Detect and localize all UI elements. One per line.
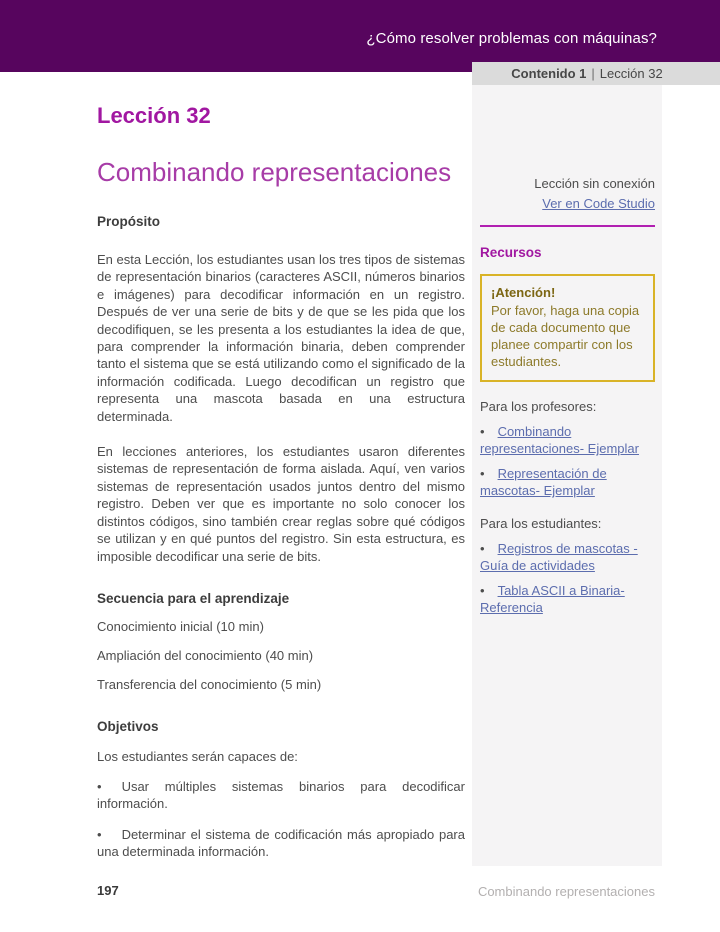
teacher-resource-link[interactable]: Combinando representaciones- Ejemplar bbox=[480, 424, 639, 456]
objectives-intro: Los estudiantes serán capaces de: bbox=[97, 748, 298, 764]
resource-list-item bbox=[480, 582, 655, 616]
teacher-resource-link[interactable]: Representación de mascotas- Ejemplar bbox=[480, 466, 607, 498]
offline-lesson-label: Lección sin conexión bbox=[534, 176, 655, 191]
bullet-dot: • bbox=[480, 424, 485, 439]
objective-text: Determinar el sistema de codificación más apropiado para una determinada información. bbox=[97, 826, 465, 860]
objectives-heading: Objetivos bbox=[97, 718, 159, 734]
lesson-title: Combinando representaciones bbox=[97, 157, 452, 187]
teachers-heading: Para los profesores: bbox=[480, 399, 597, 414]
page-number: 197 bbox=[97, 883, 119, 898]
bullet-dot: • bbox=[97, 778, 102, 794]
purpose-paragraph-1: En esta Lección, los estudiantes usan los tres tipos de sistemas de representación binarios (caracteres ASCII, números binarios e imágenes) para decodificar información en un registro. Después de ver una serie de bits y de que se les pida que los decodifiquen, se les presenta a los estudiantes la idea de que, para comprender la información binaria, deben comprender tanto el sistema que se está utilizando como el significado de la información codificada. Luego decodifican un registro que representa una mascota basada en una estructura determinada. bbox=[97, 252, 465, 424]
resource-list-item bbox=[480, 423, 655, 457]
objective-item bbox=[97, 826, 465, 861]
unit-title: ¿Cómo resolver problemas con máquinas? bbox=[366, 30, 657, 47]
magenta-divider bbox=[480, 225, 655, 227]
main-content bbox=[97, 0, 465, 861]
resource-list-item bbox=[480, 540, 655, 574]
code-studio-link[interactable]: Ver en Code Studio bbox=[542, 196, 655, 211]
purpose-heading: Propósito bbox=[97, 214, 160, 229]
resources-heading: Recursos bbox=[480, 245, 542, 260]
students-heading: Para los estudiantes: bbox=[480, 516, 602, 531]
attention-callout bbox=[480, 274, 655, 382]
student-resource-link[interactable]: Registros de mascotas - Guía de actividades bbox=[480, 541, 638, 573]
sequence-heading: Secuencia para el aprendizaje bbox=[97, 590, 290, 606]
sequence-item: Transferencia del conocimiento (5 min) bbox=[97, 676, 322, 692]
attention-body: Por favor, haga una copia de cada documento que planee compartir con los estudiantes. bbox=[491, 303, 640, 369]
breadcrumb-section: Contenido 1 bbox=[511, 66, 587, 81]
resources-sidebar bbox=[472, 85, 662, 866]
sequence-item: Conocimiento inicial (10 min) bbox=[97, 618, 264, 634]
breadcrumb bbox=[472, 62, 720, 85]
resource-list-item bbox=[480, 465, 655, 499]
purpose-paragraph-2: En lecciones anteriores, los estudiantes usaron diferentes sistemas de representación de forma aislada. Aquí, ven varios sistemas de representación usados juntos dentro del mismo registro. Deben ver que es importante no solo conocer los distintos códigos, sino también crear reglas sobre qué códigos se utilizan y en qué puntos del registro. Sin esta estructura, es imposible decodificar una serie de bits. bbox=[97, 444, 465, 564]
bullet-dot: • bbox=[480, 466, 485, 481]
bullet-dot: • bbox=[480, 583, 485, 598]
objective-text: Usar múltiples sistemas binarios para decodificar información. bbox=[97, 778, 465, 812]
lesson-number-heading: Lección 32 bbox=[97, 103, 211, 128]
bullet-dot: • bbox=[480, 541, 485, 556]
bullet-dot: • bbox=[97, 826, 102, 842]
student-resource-link[interactable]: Tabla ASCII a Binaria- Referencia bbox=[480, 583, 625, 615]
sequence-item: Ampliación del conocimiento (40 min) bbox=[97, 647, 314, 663]
objective-item bbox=[97, 778, 465, 813]
breadcrumb-lesson: Lección 32 bbox=[599, 66, 663, 81]
breadcrumb-separator: | bbox=[591, 66, 595, 81]
attention-title: ¡Atención! bbox=[491, 285, 556, 300]
footer-lesson-name: Combinando representaciones bbox=[477, 884, 655, 899]
